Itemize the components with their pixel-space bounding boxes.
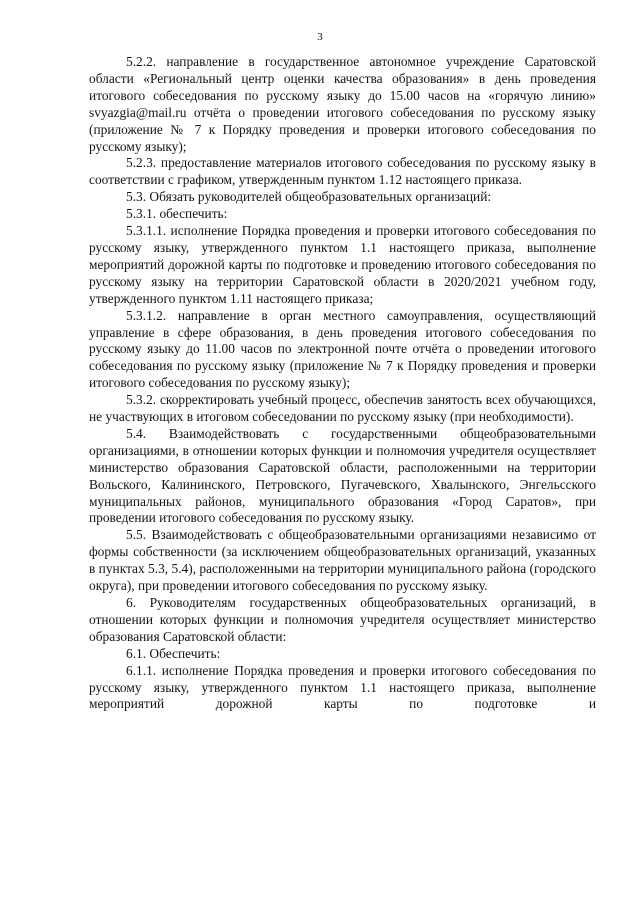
paragraph-6: 6. Руководителям государственных общеобразовательных организаций, в отношении которых функции и полномочия учредителя осуществляет министерство образования Саратовской области: bbox=[89, 595, 596, 644]
paragraph-6-1-1: 6.1.1. исполнение Порядка проведения и проверки итогового собеседования по русскому языку, утвержденного пунктом 1.1 настоящего приказа, выполнение мероприятий дорожной карты по подготовке и bbox=[89, 662, 596, 712]
paragraph-5-3-1-1: 5.3.1.1. исполнение Порядка проведения и проверки итогового собеседования по русскому языку, утвержденного пунктом 1.1 настоящего приказа, выполнение мероприятий дорожной карты по подготовке и проведению итогового собеседования по русскому языку на территории Саратовской области в 2020/2021 учебном году, утвержденного пунктом 1.11 настоящего приказа; bbox=[89, 223, 596, 306]
paragraph-5-3-1-2: 5.3.1.2. направление в орган местного самоуправления, осуществляющий управление в сфере образования, в день проведения итогового собеседования по русскому языку до 11.00 часов по электронной почте отчёта о проведении итогового собеседования по русскому языку (приложение № 7 к Порядку проведения и проверки итогового собеседования по русскому языку); bbox=[89, 307, 596, 391]
paragraph-5-2-2: 5.2.2. направление в государственное автономное учреждение Саратовской области «Региональный центр оценки качества образования» в день проведения итогового собеседования по русскому языку до 15.00 часов на «горячую линию» svyazgia@mail.ru отчёта о проведении итогового собеседования по русскому языку (приложение № 7 к Порядку проведения и проверки итогового собеседования по русскому языку); bbox=[89, 54, 596, 154]
page-number: 3 bbox=[317, 31, 323, 43]
paragraph-6-1: 6.1. Обеспечить: bbox=[126, 645, 221, 661]
document-body bbox=[89, 54, 596, 713]
paragraph-5-3: 5.3. Обязать руководителей общеобразовательных организаций: bbox=[126, 189, 492, 205]
paragraph-5-4: 5.4. Взаимодействовать с государственными общеобразовательными организациями, в отношении которых функции и полномочия учредителя осуществляет министерство образования Саратовской области, расположенными на территории Вольского, Калининского, Петровского, Пугачевского, Хвалынского, Энгельсского муниципальных районов, муниципального образования «Город Саратов», при проведении итогового собеседования по русскому языку. bbox=[89, 425, 596, 526]
paragraph-5-3-2: 5.3.2. скорректировать учебный процесс, обеспечив занятость всех обучающихся, не участвующих в итоговом собеседовании по русскому языку (при необходимости). bbox=[89, 392, 596, 425]
paragraph-5-3-1: 5.3.1. обеспечить: bbox=[126, 206, 228, 222]
paragraph-5-5: 5.5. Взаимодействовать с общеобразовательными организациями независимо от формы собственности (за исключением общеобразовательных организаций, указанных в пунктах 5.3, 5.4), расположенными на территории муниципального района (городского округа), при проведении итогового собеседования по русскому языку. bbox=[89, 527, 596, 594]
paragraph-5-2-3: 5.2.3. предоставление материалов итогового собеседования по русскому языку в соответствии с графиком, утвержденным пунктом 1.12 настоящего приказа. bbox=[89, 155, 596, 188]
